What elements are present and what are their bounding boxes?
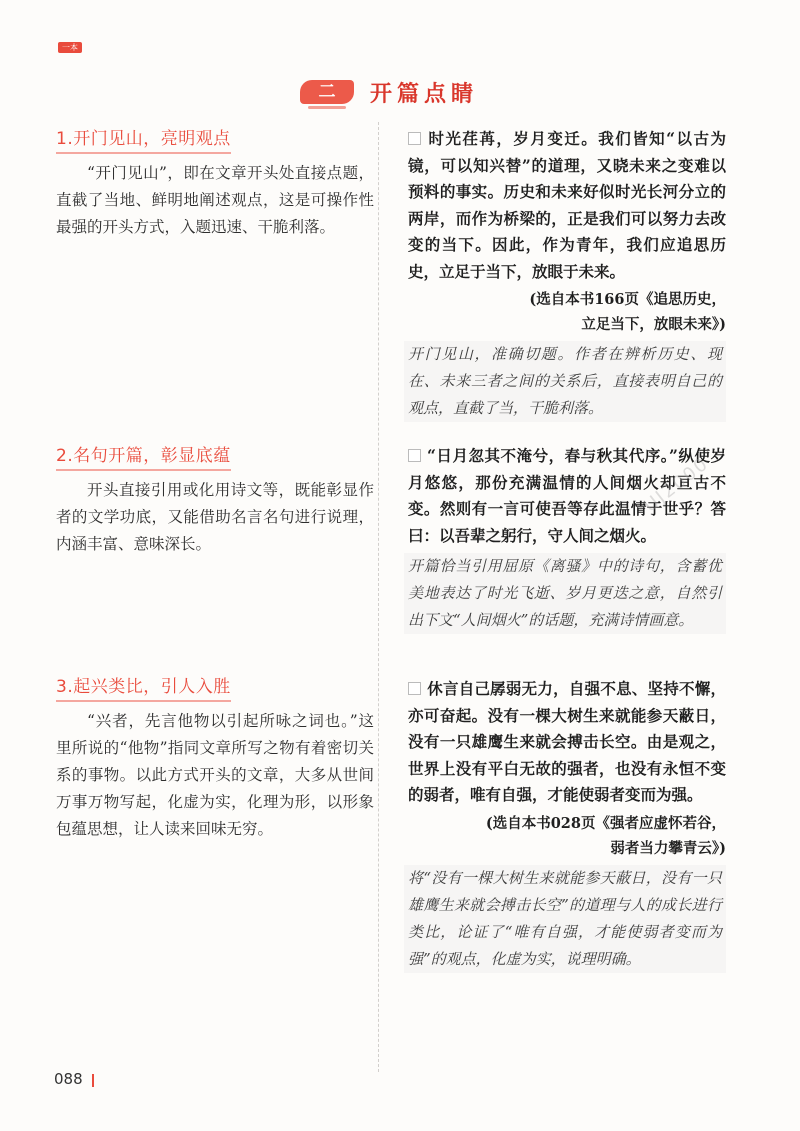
example-quote: 休言自己孱弱无力，自强不息、坚持不懈，亦可奋起。没有一棵大树生来就能参天蔽日，没有一只雄鹰生来就会搏击长空。由是观之，世界上没有平白无故的强者，也没有永恒不变的弱者，唯有自强，才能使弱者变而为强。 bbox=[408, 679, 726, 804]
method-section-3 bbox=[56, 676, 374, 843]
page-number-bar bbox=[92, 1074, 94, 1087]
example-quote: 时光荏苒，岁月变迁。我们皆知“以古为镜，可以知兴替”的道理，又晓未来之变难以预料的事实。历史和未来好似时光长河分立的两岸，而作为桥梁的，正是我们可以努力去改变的当下。因此，作为青年，我们应追思历史，立足于当下，放眼于未来。 bbox=[408, 129, 726, 281]
method-body: 开头直接引用或化用诗文等，既能彰显作者的文学功底，又能借助名言名句进行说理，内涵丰富、意味深长。 bbox=[56, 481, 374, 553]
section-header bbox=[300, 76, 478, 108]
method-heading: 3.起兴类比，引人入胜 bbox=[56, 676, 231, 702]
checkbox-icon bbox=[408, 682, 421, 695]
method-heading: 1.开门见山，亮明观点 bbox=[56, 128, 231, 154]
method-section-1 bbox=[56, 128, 374, 241]
method-body: “兴者，先言他物以引起所咏之词也。”这里所说的“他物”指同文章所写之物有着密切关系的事物。以此方式开头的文章，大多从世间万事万物写起，化虚为实，化理为形，以形象包蕴思想，让人读来回味无穷。 bbox=[56, 712, 374, 838]
section-number-badge: 二 bbox=[300, 80, 354, 104]
checkbox-icon bbox=[408, 132, 421, 145]
column-divider bbox=[378, 122, 379, 1072]
example-source: (选自本书028页《强者应虚怀若谷， 弱者当力攀青云》) bbox=[485, 814, 726, 857]
corner-tag: 一本 bbox=[58, 42, 82, 53]
method-section-2 bbox=[56, 445, 374, 558]
example-comment: 将“没有一棵大树生来就能参天蔽日，没有一只雄鹰生来就会搏击长空”的道理与人的成长进行类比，论证了“唯有自强，才能使弱者变而为强”的观点，化虚为实，说理明确。 bbox=[404, 865, 726, 973]
page-number: 088 bbox=[54, 1070, 83, 1088]
checkbox-icon bbox=[408, 449, 421, 462]
watermark: UJ2000 bbox=[640, 453, 714, 517]
example-quote: “日月忽其不淹兮，春与秋其代序。”纵使岁月悠悠，那份充满温情的人间烟火却亘古不变。然则有一言可使吾等存此温情于世乎？答曰：以吾辈之躬行，守人间之烟火。 bbox=[408, 446, 726, 545]
method-heading: 2.名句开篇，彰显底蕴 bbox=[56, 445, 231, 471]
section-title: 开篇点睛 bbox=[370, 81, 479, 107]
example-3 bbox=[408, 676, 726, 973]
example-comment: 开篇恰当引用屈原《离骚》中的诗句，含蓄优美地表达了时光飞逝、岁月更迭之意，自然引出下文“人间烟火”的话题，充满诗情画意。 bbox=[404, 553, 726, 634]
example-source: (选自本书166页《追思历史， 立足当下，放眼未来》) bbox=[529, 291, 726, 333]
example-comment: 开门见山，准确切题。作者在辨析历史、现在、未来三者之间的关系后，直接表明自己的观点，直截了当，干脆利落。 bbox=[404, 341, 726, 422]
example-1 bbox=[408, 126, 726, 422]
method-body: “开门见山”，即在文章开头处直接点题，直截了当地、鲜明地阐述观点，这是可操作性最强的开头方式，入题迅速、干脆利落。 bbox=[56, 164, 374, 236]
